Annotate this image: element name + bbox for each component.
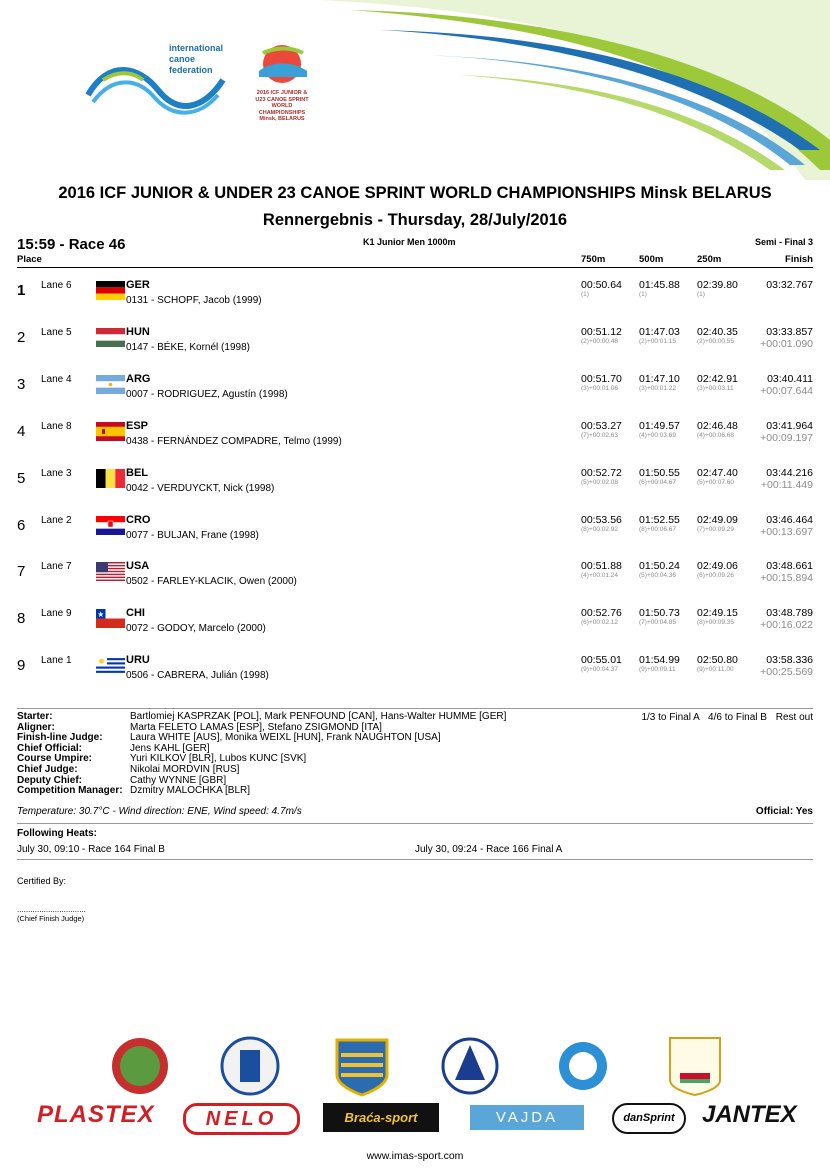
result-nation: USA <box>126 560 150 573</box>
finish-time-value: 03:46.464 <box>766 513 813 526</box>
split-750m-diff: (5)+00:02.08 <box>581 478 619 486</box>
split-500m-time: 01:47.10 <box>639 372 680 385</box>
certified-by-label: Certified By: <box>17 876 67 886</box>
result-row <box>0 372 830 419</box>
split-250m-diff: (1) <box>697 291 705 298</box>
finish-time-behind: +00:07.644 <box>760 384 813 397</box>
result-row <box>0 653 830 700</box>
split-250m <box>697 654 757 673</box>
emblem-1-icon <box>112 1038 168 1094</box>
emblem-6-icon <box>670 1038 720 1095</box>
split-750m-time: 00:53.56 <box>581 513 622 526</box>
result-athlete: 0506 - CABRERA, Julián (1998) <box>126 670 269 682</box>
split-250m <box>697 279 757 298</box>
event-name: K1 Junior Men 1000m <box>363 237 456 247</box>
result-athlete: 0438 - FERNÁNDEZ COMPADRE, Telmo (1999) <box>126 435 342 447</box>
officials-list <box>17 712 577 802</box>
split-750m-time: 00:52.72 <box>581 466 622 479</box>
flag-usa-icon <box>96 562 125 581</box>
finish-time-value: 03:44.216 <box>766 466 813 479</box>
emblem-4-icon <box>443 1039 497 1093</box>
split-750m <box>581 607 641 626</box>
split-500m <box>639 373 699 392</box>
split-250m-time: 02:39.80 <box>697 279 738 291</box>
qualification-final-b: 4/6 to Final B <box>708 712 767 723</box>
finish-time-behind: +00:25.569 <box>760 666 813 679</box>
result-athlete: 0072 - GODOY, Marcelo (2000) <box>126 623 266 635</box>
split-250m-time: 02:47.40 <box>697 466 738 479</box>
split-750m-diff: (8)+00:02.92 <box>581 525 619 533</box>
split-500m <box>639 467 699 486</box>
following-heat-2: July 30, 09:24 - Race 166 Final A <box>415 844 563 855</box>
finish-time <box>760 514 813 538</box>
finish-time <box>760 420 813 444</box>
split-250m-diff: (4)+00:06.68 <box>697 431 735 439</box>
split-750m <box>581 326 641 345</box>
following-heats-label: Following Heats: <box>17 828 97 839</box>
weather-divider <box>17 823 813 824</box>
split-750m-time: 00:51.70 <box>581 372 622 385</box>
split-250m-time: 02:49.06 <box>697 560 738 573</box>
split-750m-diff: (3)+00:01.06 <box>581 384 619 392</box>
official-role: Chief Judge: <box>17 764 78 775</box>
qualification-out: Rest out <box>775 712 813 723</box>
split-500m <box>639 514 699 533</box>
split-250m-diff: (8)+00:09.35 <box>697 619 735 627</box>
split-500m-time: 01:50.73 <box>639 607 680 620</box>
split-500m-time: 01:45.88 <box>639 279 680 291</box>
finish-time-value: 03:33.857 <box>766 325 813 338</box>
result-lane: Lane 5 <box>41 326 72 338</box>
split-500m-time: 01:50.55 <box>639 466 680 479</box>
official-names: Nikolai MORDVIN [RUS] <box>130 764 240 775</box>
split-500m <box>639 420 699 439</box>
split-250m <box>697 467 757 486</box>
result-athlete: 0077 - BULJAN, Frane (1998) <box>126 529 259 541</box>
result-nation: GER <box>126 279 150 291</box>
emblem-2-icon <box>222 1038 278 1094</box>
emblem-5-icon <box>559 1042 607 1090</box>
split-500m-diff: (7)+00:04.85 <box>639 619 677 627</box>
split-500m-time: 01:50.24 <box>639 560 680 573</box>
official-names: Cathy WYNNE [GBR] <box>130 774 227 786</box>
official-role: Course Umpire: <box>17 753 93 765</box>
finish-time-value: 03:48.661 <box>766 560 813 573</box>
official-names: Dzmitry MALOCHKA [BLR] <box>130 785 251 797</box>
finish-time <box>760 326 813 350</box>
split-500m-diff: (1) <box>639 291 647 298</box>
flag-cro-icon <box>96 516 125 535</box>
result-place: 6 <box>17 516 26 534</box>
column-header-place: Place <box>17 254 42 265</box>
split-500m-diff: (4)+00:03.69 <box>639 431 677 439</box>
sponsor-braca-sport: Braća-sport <box>323 1103 439 1132</box>
split-250m-diff: (9)+00:11.00 <box>697 666 734 674</box>
finish-time <box>760 654 813 678</box>
split-250m-diff: (7)+00:09.29 <box>697 525 735 533</box>
split-750m <box>581 373 641 392</box>
finish-time-value: 03:41.964 <box>766 419 813 432</box>
qualification-rules <box>635 712 813 723</box>
following-divider <box>17 859 813 860</box>
flag-arg-icon <box>96 375 125 394</box>
sponsor-vajda: VAJDA <box>470 1105 584 1130</box>
split-500m-diff: (2)+00:01.15 <box>639 337 677 345</box>
result-lane: Lane 2 <box>41 514 72 526</box>
result-nation: CRO <box>126 513 151 526</box>
result-row <box>0 278 830 325</box>
sponsor-nelo: NELO <box>183 1103 300 1135</box>
split-500m <box>639 326 699 345</box>
result-place: 7 <box>17 563 26 581</box>
championship-logo-text: 2016 ICF JUNIOR & U23 CANOE SPRINT WORLD CHAMPIONSHIPS Minsk, BELARUS <box>255 90 309 122</box>
column-header-750m: 750m <box>581 254 606 265</box>
split-500m-time: 01:47.03 <box>639 325 680 338</box>
finish-time <box>761 467 813 491</box>
split-500m <box>639 279 699 298</box>
split-250m <box>697 560 757 579</box>
finish-time-value: 03:32.767 <box>766 279 813 291</box>
result-lane: Lane 6 <box>41 280 72 291</box>
race-phase: Semi - Final 3 <box>754 237 813 247</box>
result-row <box>0 466 830 513</box>
result-lane: Lane 8 <box>41 420 72 432</box>
split-500m <box>639 560 699 579</box>
official-role: Starter: <box>17 711 53 722</box>
split-750m <box>581 279 641 298</box>
split-750m-diff: (2)+00:00.48 <box>581 337 619 345</box>
result-lane: Lane 1 <box>41 655 72 667</box>
finish-time <box>760 373 813 397</box>
split-250m-diff: (3)+00:03.11 <box>697 384 734 392</box>
finish-time-value: 03:48.789 <box>766 607 813 620</box>
official-names: Yuri KILKOV [BLR], Lubos KUNC [SVK] <box>130 753 307 765</box>
finish-time-behind: +00:11.449 <box>760 478 813 491</box>
column-header-500m: 500m <box>639 254 664 265</box>
split-750m <box>581 467 641 486</box>
official-status: Official: Yes <box>755 806 813 817</box>
split-250m <box>697 514 757 533</box>
column-header-250m: 250m <box>697 254 722 265</box>
championship-logo <box>251 43 313 128</box>
result-lane: Lane 9 <box>41 608 72 620</box>
flag-uru-icon <box>96 656 125 675</box>
emblem-3-icon <box>337 1040 387 1095</box>
result-place: 8 <box>17 610 26 628</box>
flag-bel-icon <box>96 469 125 488</box>
split-250m <box>697 373 757 392</box>
finish-time-behind: +00:09.197 <box>760 431 813 444</box>
split-250m-diff: (5)+00:07.60 <box>697 478 735 486</box>
split-750m-diff: (6)+00:02.12 <box>581 619 619 627</box>
split-500m-time: 01:52.55 <box>639 513 680 526</box>
split-500m-diff: (8)+00:06.67 <box>639 525 677 533</box>
official-role: Aligner: <box>17 721 55 733</box>
official-role: Chief Official: <box>17 742 83 754</box>
icf-logo <box>83 40 233 120</box>
split-500m-diff: (5)+00:04.36 <box>639 572 677 580</box>
split-250m-time: 02:40.35 <box>697 325 738 338</box>
official-names: Marta FELETO LAMAS [ESP], Stefano ZSIGMOND [ITA] <box>130 721 382 733</box>
signature-line: ............................... <box>17 905 86 914</box>
sponsor-plastex: PLASTEX <box>37 1101 155 1128</box>
split-750m <box>581 654 641 673</box>
result-athlete: 0042 - VERDUYCKT, Nick (1998) <box>126 482 275 494</box>
finish-time-value: 03:58.336 <box>766 654 813 667</box>
result-place: 9 <box>17 657 26 675</box>
following-heat-1: July 30, 09:10 - Race 164 Final B <box>17 844 165 855</box>
official-role: Deputy Chief: <box>17 774 82 786</box>
split-250m-time: 02:49.15 <box>697 607 738 620</box>
split-250m-time: 02:49.09 <box>697 513 738 526</box>
result-place: 5 <box>17 469 26 487</box>
result-nation: HUN <box>126 325 150 338</box>
finish-time <box>760 560 813 584</box>
result-athlete: 0007 - RODRIGUEZ, Agustín (1998) <box>126 388 288 400</box>
result-nation: ESP <box>126 419 149 432</box>
split-750m-diff: (1) <box>581 291 589 298</box>
split-750m-diff: (9)+00:04.37 <box>581 666 619 674</box>
finish-time-behind: +00:13.697 <box>760 525 813 538</box>
split-750m <box>581 560 641 579</box>
split-250m <box>697 326 757 345</box>
official-role: Finish-line Judge: <box>17 732 103 744</box>
split-500m-diff: (6)+00:04.67 <box>639 478 677 486</box>
flag-esp-icon <box>96 422 125 441</box>
split-250m <box>697 607 757 626</box>
split-750m-time: 00:51.12 <box>581 325 622 338</box>
official-role: Competition Manager: <box>17 785 123 797</box>
race-time-number: 15:59 - Race 46 <box>17 236 126 253</box>
result-nation: URU <box>126 654 150 667</box>
flag-chi-icon <box>96 609 125 628</box>
finish-time <box>766 279 813 291</box>
result-lane: Lane 3 <box>41 467 72 479</box>
column-header-finish: Finish <box>785 254 813 265</box>
icf-logo-text: international canoe federation <box>169 43 224 75</box>
result-lane: Lane 7 <box>41 561 72 573</box>
chief-finish-judge-label: (Chief Finish Judge) <box>17 914 85 923</box>
split-500m-diff: (3)+00:01.22 <box>639 384 677 392</box>
sponsor-dansprint: danSprint <box>612 1103 686 1134</box>
finish-time-behind: +00:01.090 <box>760 337 813 350</box>
split-500m-time: 01:54.99 <box>639 654 680 667</box>
sponsor-emblems <box>105 1035 725 1097</box>
official-names: Laura WHITE [AUS], Monika WEIXL [HUN], Frank NAUGHTON [USA] <box>130 732 441 744</box>
footer-url[interactable]: www.imas-sport.com <box>366 1150 464 1162</box>
result-nation: ARG <box>126 372 151 385</box>
official-names: Bartlomiej KASPRZAK [POL], Mark PENFOUND [CAN], Hans-Walter HUMME [GER] <box>130 711 507 722</box>
split-750m-diff: (7)+00:02.63 <box>581 431 619 439</box>
page-subtitle: Rennergebnis - Thursday, 28/July/2016 <box>262 211 568 229</box>
split-750m-diff: (4)+00:01.24 <box>581 572 619 580</box>
flag-ger-icon <box>96 281 125 300</box>
finish-time-behind: +00:16.022 <box>760 619 813 632</box>
split-750m <box>581 514 641 533</box>
result-place: 2 <box>17 328 26 346</box>
split-250m-diff: (2)+00:00.55 <box>697 337 735 345</box>
result-place: 4 <box>17 422 26 440</box>
result-row <box>0 606 830 653</box>
result-lane: Lane 4 <box>41 373 72 385</box>
split-250m-time: 02:50.80 <box>697 654 738 667</box>
result-row <box>0 419 830 466</box>
result-row <box>0 559 830 606</box>
result-athlete: 0147 - BÉKE, Kornél (1998) <box>126 341 250 353</box>
split-500m-time: 01:49.57 <box>639 419 680 432</box>
split-500m <box>639 654 699 673</box>
split-500m-diff: (9)+00:09.11 <box>639 666 676 674</box>
split-750m-time: 00:51.88 <box>581 560 622 573</box>
split-250m-diff: (6)+00:09.26 <box>697 572 735 580</box>
flag-hun-icon <box>96 328 125 347</box>
split-750m-time: 00:53.27 <box>581 419 622 432</box>
split-250m <box>697 420 757 439</box>
finish-time-behind: +00:15.894 <box>760 572 813 585</box>
split-250m-time: 02:42.91 <box>697 372 738 385</box>
official-names: Jens KAHL [GER] <box>130 742 210 754</box>
split-750m-time: 00:50.64 <box>581 279 622 291</box>
sponsor-jantex: JANTEX <box>702 1101 797 1128</box>
canoeist-icon <box>251 43 313 85</box>
result-row <box>0 513 830 560</box>
officials-divider <box>17 708 813 709</box>
header-swoosh-graphic <box>260 0 830 180</box>
page-title: 2016 ICF JUNIOR & UNDER 23 CANOE SPRINT WORLD CHAMPIONSHIPS Minsk BELARUS <box>58 184 772 202</box>
header-divider <box>17 267 813 268</box>
result-place: 1 <box>17 282 26 299</box>
split-750m <box>581 420 641 439</box>
result-athlete: 0502 - FARLEY-KLACIK, Owen (2000) <box>126 576 297 588</box>
result-nation: BEL <box>126 466 148 479</box>
split-750m-time: 00:55.01 <box>581 654 622 667</box>
split-500m <box>639 607 699 626</box>
split-250m-time: 02:46.48 <box>697 419 738 432</box>
finish-time <box>760 607 813 631</box>
weather-info: Temperature: 30.7°C - Wind direction: ENE, Wind speed: 4.7m/s <box>17 806 302 817</box>
finish-time-value: 03:40.411 <box>767 372 813 385</box>
split-750m-time: 00:52.76 <box>581 607 622 620</box>
result-nation: CHI <box>126 607 145 620</box>
result-place: 3 <box>17 375 26 393</box>
result-row <box>0 325 830 372</box>
qualification-final-a: 1/3 to Final A <box>641 712 700 723</box>
result-athlete: 0131 - SCHOPF, Jacob (1999) <box>126 295 262 306</box>
